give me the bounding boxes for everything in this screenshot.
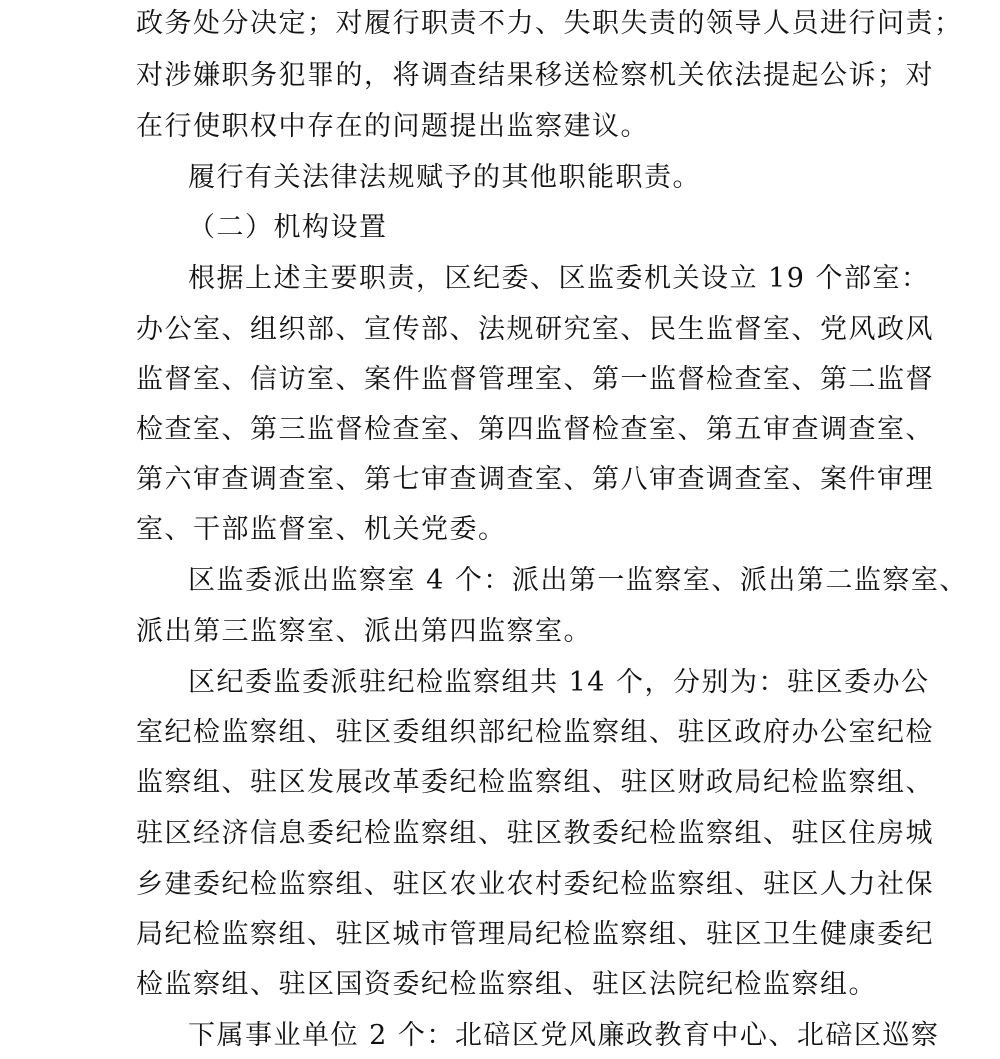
paragraph-line: 驻区经济信息委纪检监察组、驻区教委纪检监察组、驻区住房城 <box>136 818 934 849</box>
paragraph-line: 检查室、第三监督检查室、第四监督检查室、第五审查调查室、 <box>136 414 934 445</box>
paragraph-line: 政务处分决定；对履行职责不力、失职失责的领导人员进行问责； <box>136 8 963 39</box>
paragraph-line: 履行有关法律法规赋予的其他职能职责。 <box>188 162 701 193</box>
paragraph-line: 监察组、驻区发展改革委纪检监察组、驻区财政局纪检监察组、 <box>136 767 934 798</box>
paragraph-line: 对涉嫌职务犯罪的，将调查结果移送检察机关依法提起公诉；对 <box>136 60 934 91</box>
paragraph-line: 乡建委纪检监察组、驻区农业农村委纪检监察组、驻区人力社保 <box>136 869 934 900</box>
paragraph-line: 室纪检监察组、驻区委组织部纪检监察组、驻区政府办公室纪检 <box>136 717 934 748</box>
paragraph-line: 监督室、信访室、案件监督管理室、第一监督检查室、第二监督 <box>136 364 934 395</box>
paragraph-line: 局纪检监察组、驻区城市管理局纪检监察组、驻区卫生健康委纪 <box>136 919 934 950</box>
paragraph-line: 检监察组、驻区国资委纪检监察组、驻区法院纪检监察组。 <box>136 969 877 1000</box>
paragraph-line: 区纪委监委派驻纪检监察组共 14 个，分别为：驻区委办公 <box>188 667 930 698</box>
paragraph-line: 下属事业单位 2 个：北碚区党风廉政教育中心、北碚区巡察 <box>188 1020 940 1051</box>
paragraph-line: 室、干部监督室、机关党委。 <box>136 514 507 545</box>
paragraph-line: 办公室、组织部、宣传部、法规研究室、民生监督室、党风政风 <box>136 314 934 345</box>
paragraph-line: 第六审查调查室、第七审查调查室、第八审查调查室、案件审理 <box>136 464 934 495</box>
section-heading: （二）机构设置 <box>188 212 388 243</box>
paragraph-line: 根据上述主要职责，区纪委、区监委机关设立 19 个部室： <box>188 263 930 294</box>
paragraph-line: 在行使职权中存在的问题提出监察建议。 <box>136 111 649 142</box>
paragraph-line: 派出第三监察室、派出第四监察室。 <box>136 616 592 647</box>
paragraph-line: 区监委派出监察室 4 个：派出第一监察室、派出第二监察室、 <box>188 565 968 596</box>
